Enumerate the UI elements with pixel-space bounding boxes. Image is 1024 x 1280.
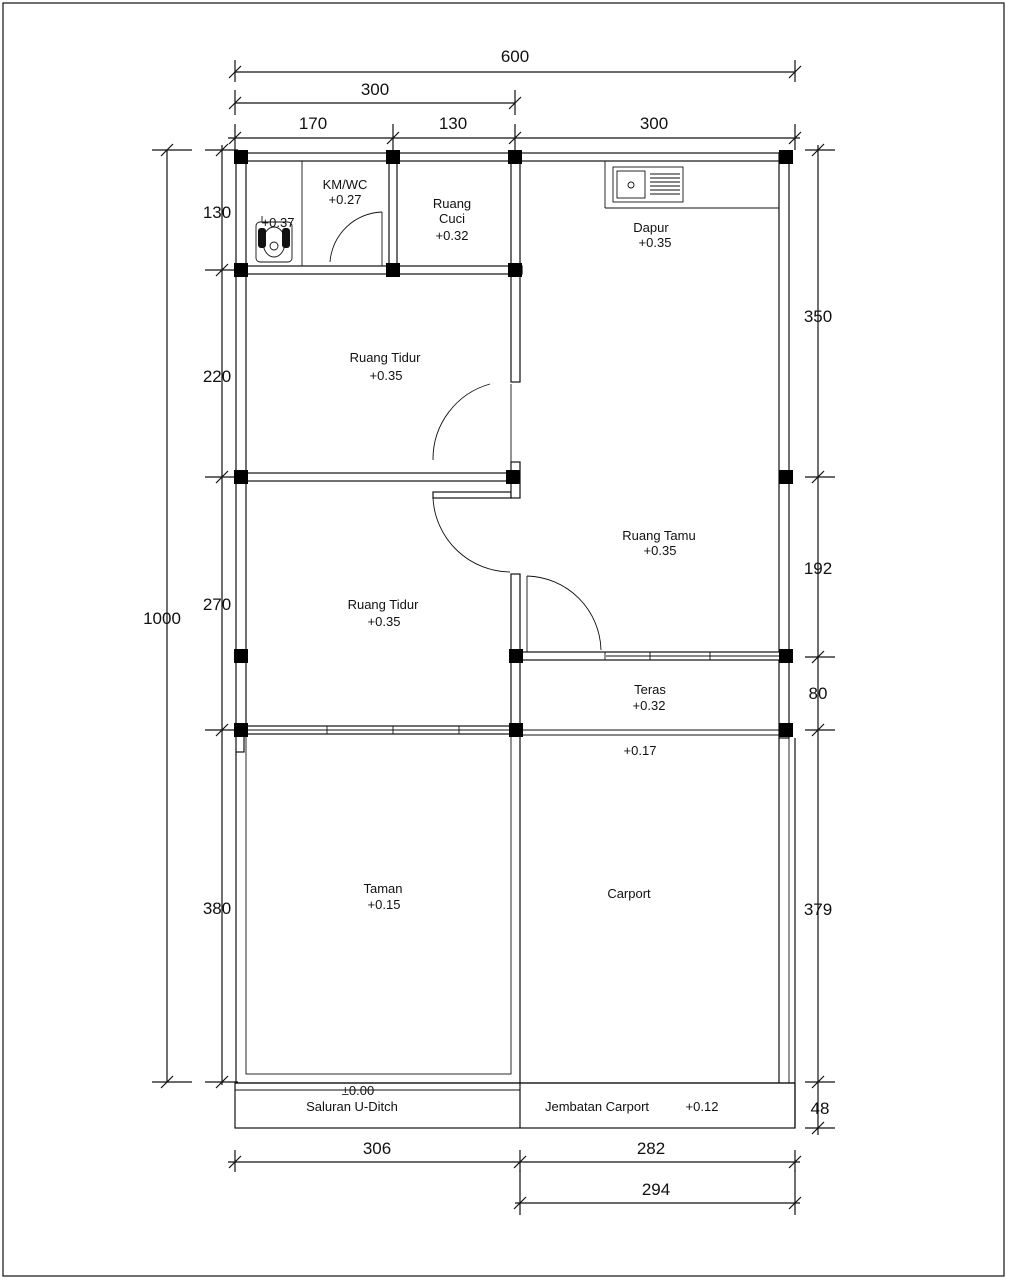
dim-right-192: 192 — [803, 559, 833, 578]
dim-left-total: 1000 — [143, 609, 181, 628]
column — [234, 263, 248, 277]
room-name-tidur-2: Ruang Tidur — [347, 597, 419, 612]
bottom-dimensions — [228, 1139, 801, 1215]
room-level-tidur-2: +0.35 — [367, 614, 401, 629]
saluran-name: Saluran U-Ditch — [306, 1099, 398, 1114]
room-name-tamu: Ruang Tamu — [622, 528, 696, 543]
room-level-cuci: +0.32 — [435, 228, 469, 243]
column — [386, 263, 400, 277]
jembatan-level: +0.12 — [685, 1099, 719, 1114]
room-level-teras: +0.32 — [632, 698, 666, 713]
column — [234, 723, 248, 737]
room-name-kmwc: KM/WC — [322, 177, 368, 192]
room-name-tidur-1: Ruang Tidur — [349, 350, 421, 365]
dim-left-220: 220 — [202, 367, 232, 386]
room-level-dapur: +0.35 — [638, 235, 672, 250]
column — [779, 150, 793, 164]
dim-top-total: 600 — [500, 47, 530, 66]
room-name-carport: Carport — [607, 886, 651, 901]
dim-right-48: 48 — [810, 1099, 830, 1118]
dim-top-half: 300 — [360, 80, 390, 99]
column — [779, 723, 793, 737]
dim-right-379: 379 — [803, 900, 833, 919]
dim-left-270: 270 — [202, 595, 232, 614]
dim-top-right-300: 300 — [639, 114, 669, 133]
room-name-cuci-2: Cuci — [438, 211, 466, 226]
column — [506, 470, 520, 484]
column — [779, 470, 793, 484]
column — [508, 150, 522, 164]
dim-left-380: 380 — [202, 899, 232, 918]
column — [779, 649, 793, 663]
column — [234, 150, 248, 164]
dim-bottom-282: 282 — [636, 1139, 666, 1158]
room-name-dapur: Dapur — [633, 220, 669, 235]
room-name-cuci-1: Ruang — [432, 196, 472, 211]
column — [509, 723, 523, 737]
interior-walls — [236, 160, 785, 752]
left-dimensions — [143, 144, 238, 1088]
top-dimensions — [228, 47, 801, 150]
dim-top-170: 170 — [298, 114, 328, 133]
dim-right-350: 350 — [803, 307, 833, 326]
jembatan-name: Jembatan Carport — [544, 1099, 650, 1114]
column — [234, 470, 248, 484]
dim-bottom-306: 306 — [362, 1139, 392, 1158]
room-level-taman: +0.15 — [367, 897, 401, 912]
outdoor-areas — [235, 734, 795, 1128]
room-labels — [262, 177, 719, 1114]
drawing-frame — [3, 3, 1004, 1276]
room-level-kmwc: +0.27 — [328, 192, 362, 207]
saluran-level: ±0.00 — [341, 1083, 375, 1098]
doors — [330, 212, 601, 652]
dim-bottom-294: 294 — [641, 1180, 671, 1199]
column — [234, 649, 248, 663]
room-level-tamu: +0.35 — [643, 543, 677, 558]
wc-level: +0.37 — [261, 215, 295, 230]
right-dimensions — [804, 144, 835, 1135]
column — [508, 263, 522, 277]
dim-right-80: 80 — [808, 684, 828, 703]
column — [509, 649, 523, 663]
dim-top-130: 130 — [438, 114, 468, 133]
kitchen-sink-icon — [605, 161, 779, 208]
column — [386, 150, 400, 164]
room-name-teras: Teras — [634, 682, 666, 697]
room-level-tidur-1: +0.35 — [369, 368, 403, 383]
dim-left-130: 130 — [202, 203, 232, 222]
teras-edge-level: +0.17 — [623, 743, 657, 758]
room-name-taman: Taman — [363, 881, 403, 896]
